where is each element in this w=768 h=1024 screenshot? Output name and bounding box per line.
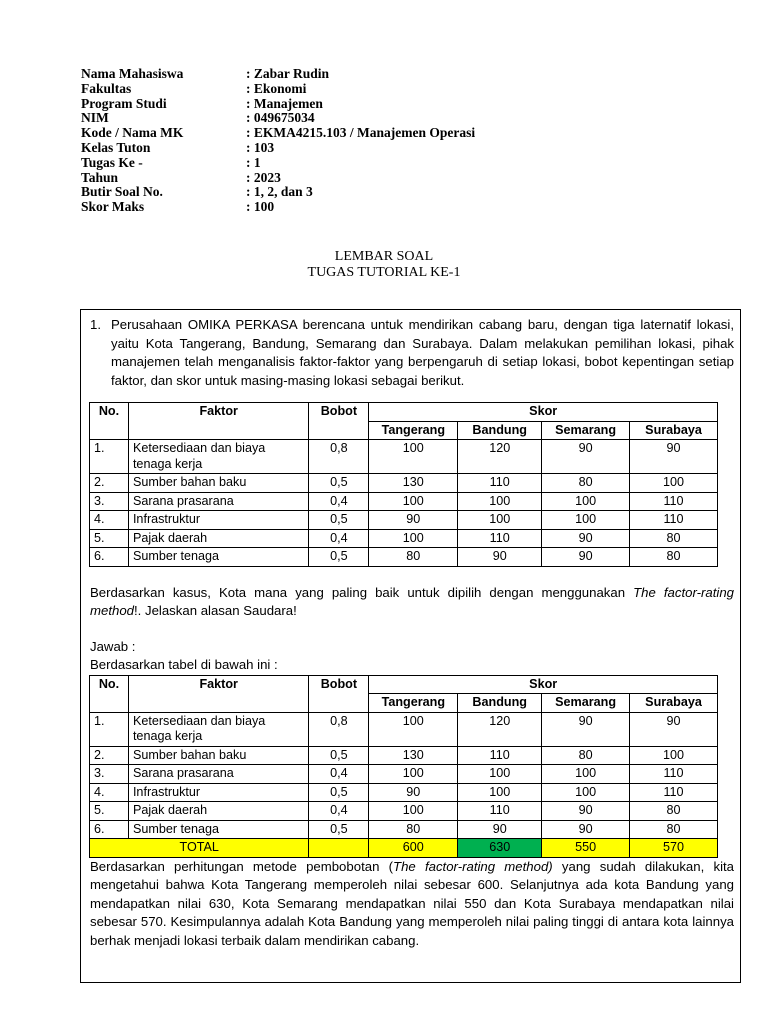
row-bobot: 0,4: [309, 802, 369, 821]
table-row: [90, 765, 718, 784]
row-bobot: 0,5: [309, 820, 369, 839]
prompt-text: Berdasarkan kasus, Kota mana yang paling baik untuk dipilih dengan menggunakan: [90, 584, 634, 600]
row-score: 90: [542, 820, 630, 839]
info-row: [81, 82, 475, 97]
total-label: TOTAL: [90, 839, 309, 858]
col-header-city: Semarang: [542, 421, 630, 440]
row-score: 80: [369, 548, 458, 567]
row-score: 90: [369, 511, 458, 530]
prompt-method-name: The factor-rating method: [90, 584, 734, 618]
row-faktor: Ketersediaan dan biaya tenaga kerja: [128, 440, 309, 474]
table-row: [90, 492, 718, 511]
row-score: 90: [458, 548, 542, 567]
row-score: 130: [369, 474, 458, 493]
row-bobot: 0,5: [309, 511, 369, 530]
info-value: : 100: [246, 199, 275, 215]
row-bobot: 0,8: [309, 712, 369, 746]
answer-label: Jawab :: [90, 638, 136, 654]
row-score: 100: [369, 802, 458, 821]
info-label: Nama Mahasiswa: [81, 66, 184, 81]
info-label: Tugas Ke -: [81, 154, 143, 170]
conclusion-text: Berdasarkan perhitungan metode pembobotan (: [90, 858, 394, 874]
col-header-city: Tangerang: [369, 421, 458, 440]
col-header-no: No.: [90, 675, 129, 712]
row-score: 110: [630, 765, 718, 784]
table-row: [90, 511, 718, 530]
row-score: 110: [630, 783, 718, 802]
row-score: 90: [542, 529, 630, 548]
row-faktor: Sarana prasarana: [128, 765, 309, 784]
total-value: 550: [542, 839, 630, 858]
student-info: [81, 67, 475, 215]
col-header-skor: Skor: [369, 403, 718, 422]
row-score: 80: [630, 548, 718, 567]
conclusion-text-end: yang sudah dilakukan, kita mengetahui bahwa Kota Tangerang memperoleh nilai sebesar 600. Selanjutnya ada kota Bandung yang mendapatkan nilai 630, Kota Semarang mendapatkan nilai 550 dan Kota Surabaya mendapatkan nilai sebesar 570. Kesimpulannya adalah Kota Bandung yang memperoleh nilai paling tinggi di antara kota lainnya berhak menjadi lokasi terbaik dalam mendirikan cabang.: [90, 858, 734, 948]
info-value: : Ekonomi: [246, 80, 307, 96]
row-score: 100: [369, 440, 458, 474]
row-score: 100: [542, 492, 630, 511]
info-value: : 2023: [246, 169, 281, 185]
row-faktor: Sarana prasarana: [128, 492, 309, 511]
question-item: [90, 316, 734, 390]
row-no: 4.: [90, 511, 129, 530]
row-score: 90: [458, 820, 542, 839]
info-row: [81, 97, 475, 112]
total-value: 570: [630, 839, 718, 858]
document-title: [0, 249, 768, 281]
row-score: 100: [458, 492, 542, 511]
row-score: 100: [542, 765, 630, 784]
question-number: 1.: [90, 317, 101, 332]
table-row: [90, 712, 718, 746]
title-line-2: TUGAS TUTORIAL KE-1: [307, 265, 461, 280]
info-row: [81, 185, 475, 200]
info-label: Kelas Tuton: [81, 139, 151, 155]
col-header-faktor: Faktor: [128, 675, 309, 712]
table-row: [90, 746, 718, 765]
factor-table: [89, 402, 718, 567]
row-score: 80: [630, 820, 718, 839]
row-no: 3.: [90, 492, 129, 511]
row-score: 120: [458, 712, 542, 746]
col-header-city: Surabaya: [630, 421, 718, 440]
info-row: [81, 111, 475, 126]
col-header-no: No.: [90, 403, 129, 440]
row-score: 100: [458, 783, 542, 802]
row-score: 100: [630, 474, 718, 493]
question-prompt: [90, 584, 734, 621]
row-score: 110: [630, 511, 718, 530]
answer-intro: Berdasarkan tabel di bawah ini :: [90, 657, 278, 672]
row-no: 4.: [90, 783, 129, 802]
table-row: [90, 802, 718, 821]
col-header-city: Tangerang: [369, 694, 458, 713]
row-bobot: 0,5: [309, 783, 369, 802]
row-score: 100: [458, 765, 542, 784]
row-score: 100: [369, 765, 458, 784]
question-text: Perusahaan OMIKA PERKASA berencana untuk mendirikan cabang baru, dengan tiga laternatif lokasi, yaitu Kota Tangerang, Bandung, Semarang dan Surabaya. Dalam melakukan pemilihan lokasi, pihak manajemen telah menganalisis faktor-faktor yang berpengaruh di setiap lokasi, bobot kepentingan setiap faktor, dan skor untuk masing-masing lokasi sebagai berikut.: [111, 317, 734, 388]
row-bobot: 0,8: [309, 440, 369, 474]
info-row: [81, 126, 475, 141]
info-row: [81, 200, 475, 215]
row-score: 90: [369, 783, 458, 802]
row-score: 100: [369, 492, 458, 511]
info-row: [81, 156, 475, 171]
info-label: Fakultas: [81, 80, 132, 96]
row-score: 100: [369, 712, 458, 746]
row-no: 5.: [90, 529, 129, 548]
row-bobot: 0,4: [309, 765, 369, 784]
col-header-city: Semarang: [542, 694, 630, 713]
col-header-faktor: Faktor: [128, 403, 309, 440]
info-value: : 1: [246, 154, 261, 170]
row-score: 80: [542, 746, 630, 765]
row-score: 80: [369, 820, 458, 839]
info-value: : 049675034: [246, 110, 315, 126]
row-score: 90: [542, 548, 630, 567]
row-score: 80: [630, 529, 718, 548]
title-line-1: LEMBAR SOAL: [334, 249, 434, 264]
info-label: NIM: [81, 110, 109, 126]
table-row: [90, 820, 718, 839]
row-score: 110: [630, 492, 718, 511]
row-bobot: 0,5: [309, 746, 369, 765]
row-faktor: Pajak daerah: [128, 529, 309, 548]
row-no: 2.: [90, 474, 129, 493]
info-value: : Zabar Rudin: [246, 66, 330, 81]
info-value: : 1, 2, dan 3: [246, 184, 313, 200]
row-no: 6.: [90, 548, 129, 567]
total-value-best: 630: [458, 839, 542, 858]
col-header-city: Bandung: [458, 694, 542, 713]
row-faktor: Sumber bahan baku: [128, 474, 309, 493]
conclusion-method-name: The factor-rating method): [393, 858, 553, 874]
prompt-text-end: !. Jelaskan alasan Saudara!: [134, 603, 297, 618]
question-box: [80, 309, 741, 983]
row-faktor: Pajak daerah: [128, 802, 309, 821]
row-score: 90: [542, 802, 630, 821]
info-value: : EKMA4215.103 / Manajemen Operasi: [246, 125, 476, 141]
row-no: 1.: [90, 440, 129, 474]
info-row: [81, 141, 475, 156]
row-no: 3.: [90, 765, 129, 784]
row-score: 110: [458, 802, 542, 821]
col-header-city: Bandung: [458, 421, 542, 440]
info-label: Butir Soal No.: [81, 184, 163, 200]
row-no: 5.: [90, 802, 129, 821]
info-label: Program Studi: [81, 95, 167, 111]
row-score: 100: [369, 529, 458, 548]
table-row: [90, 474, 718, 493]
total-value: 600: [369, 839, 458, 858]
row-score: 110: [458, 474, 542, 493]
row-score: 110: [458, 529, 542, 548]
row-score: 120: [458, 440, 542, 474]
col-header-skor: Skor: [369, 675, 718, 694]
row-score: 100: [542, 511, 630, 530]
row-bobot: 0,5: [309, 548, 369, 567]
info-label: Tahun: [81, 169, 119, 185]
table-row: [90, 440, 718, 474]
row-faktor: Infrastruktur: [128, 783, 309, 802]
info-value: : Manajemen: [246, 95, 323, 111]
row-faktor: Infrastruktur: [128, 511, 309, 530]
answer-conclusion: [90, 858, 734, 951]
row-score: 90: [630, 440, 718, 474]
info-row: [81, 67, 475, 82]
row-bobot: 0,5: [309, 474, 369, 493]
row-no: 1.: [90, 712, 129, 746]
row-faktor: Sumber tenaga: [128, 548, 309, 567]
col-header-bobot: Bobot: [309, 403, 369, 440]
total-row: [90, 839, 718, 858]
info-label: Kode / Nama MK: [81, 125, 184, 141]
info-row: [81, 171, 475, 186]
row-score: 100: [630, 746, 718, 765]
row-score: 80: [630, 802, 718, 821]
row-bobot: 0,4: [309, 492, 369, 511]
row-faktor: Ketersediaan dan biaya tenaga kerja: [128, 712, 309, 746]
question-content: [90, 316, 734, 950]
row-score: 90: [630, 712, 718, 746]
table-row: [90, 529, 718, 548]
col-header-city: Surabaya: [630, 694, 718, 713]
row-bobot: 0,4: [309, 529, 369, 548]
info-value: : 103: [246, 139, 275, 155]
row-score: 130: [369, 746, 458, 765]
row-score: 90: [542, 440, 630, 474]
row-faktor: Sumber tenaga: [128, 820, 309, 839]
info-label: Skor Maks: [81, 199, 145, 215]
row-no: 2.: [90, 746, 129, 765]
row-no: 6.: [90, 820, 129, 839]
row-score: 100: [542, 783, 630, 802]
row-faktor: Sumber bahan baku: [128, 746, 309, 765]
row-score: 100: [458, 511, 542, 530]
total-bobot-empty: [309, 839, 369, 858]
row-score: 110: [458, 746, 542, 765]
table-row: [90, 783, 718, 802]
answer-table: [89, 675, 718, 858]
row-score: 80: [542, 474, 630, 493]
row-score: 90: [542, 712, 630, 746]
col-header-bobot: Bobot: [309, 675, 369, 712]
table-row: [90, 548, 718, 567]
